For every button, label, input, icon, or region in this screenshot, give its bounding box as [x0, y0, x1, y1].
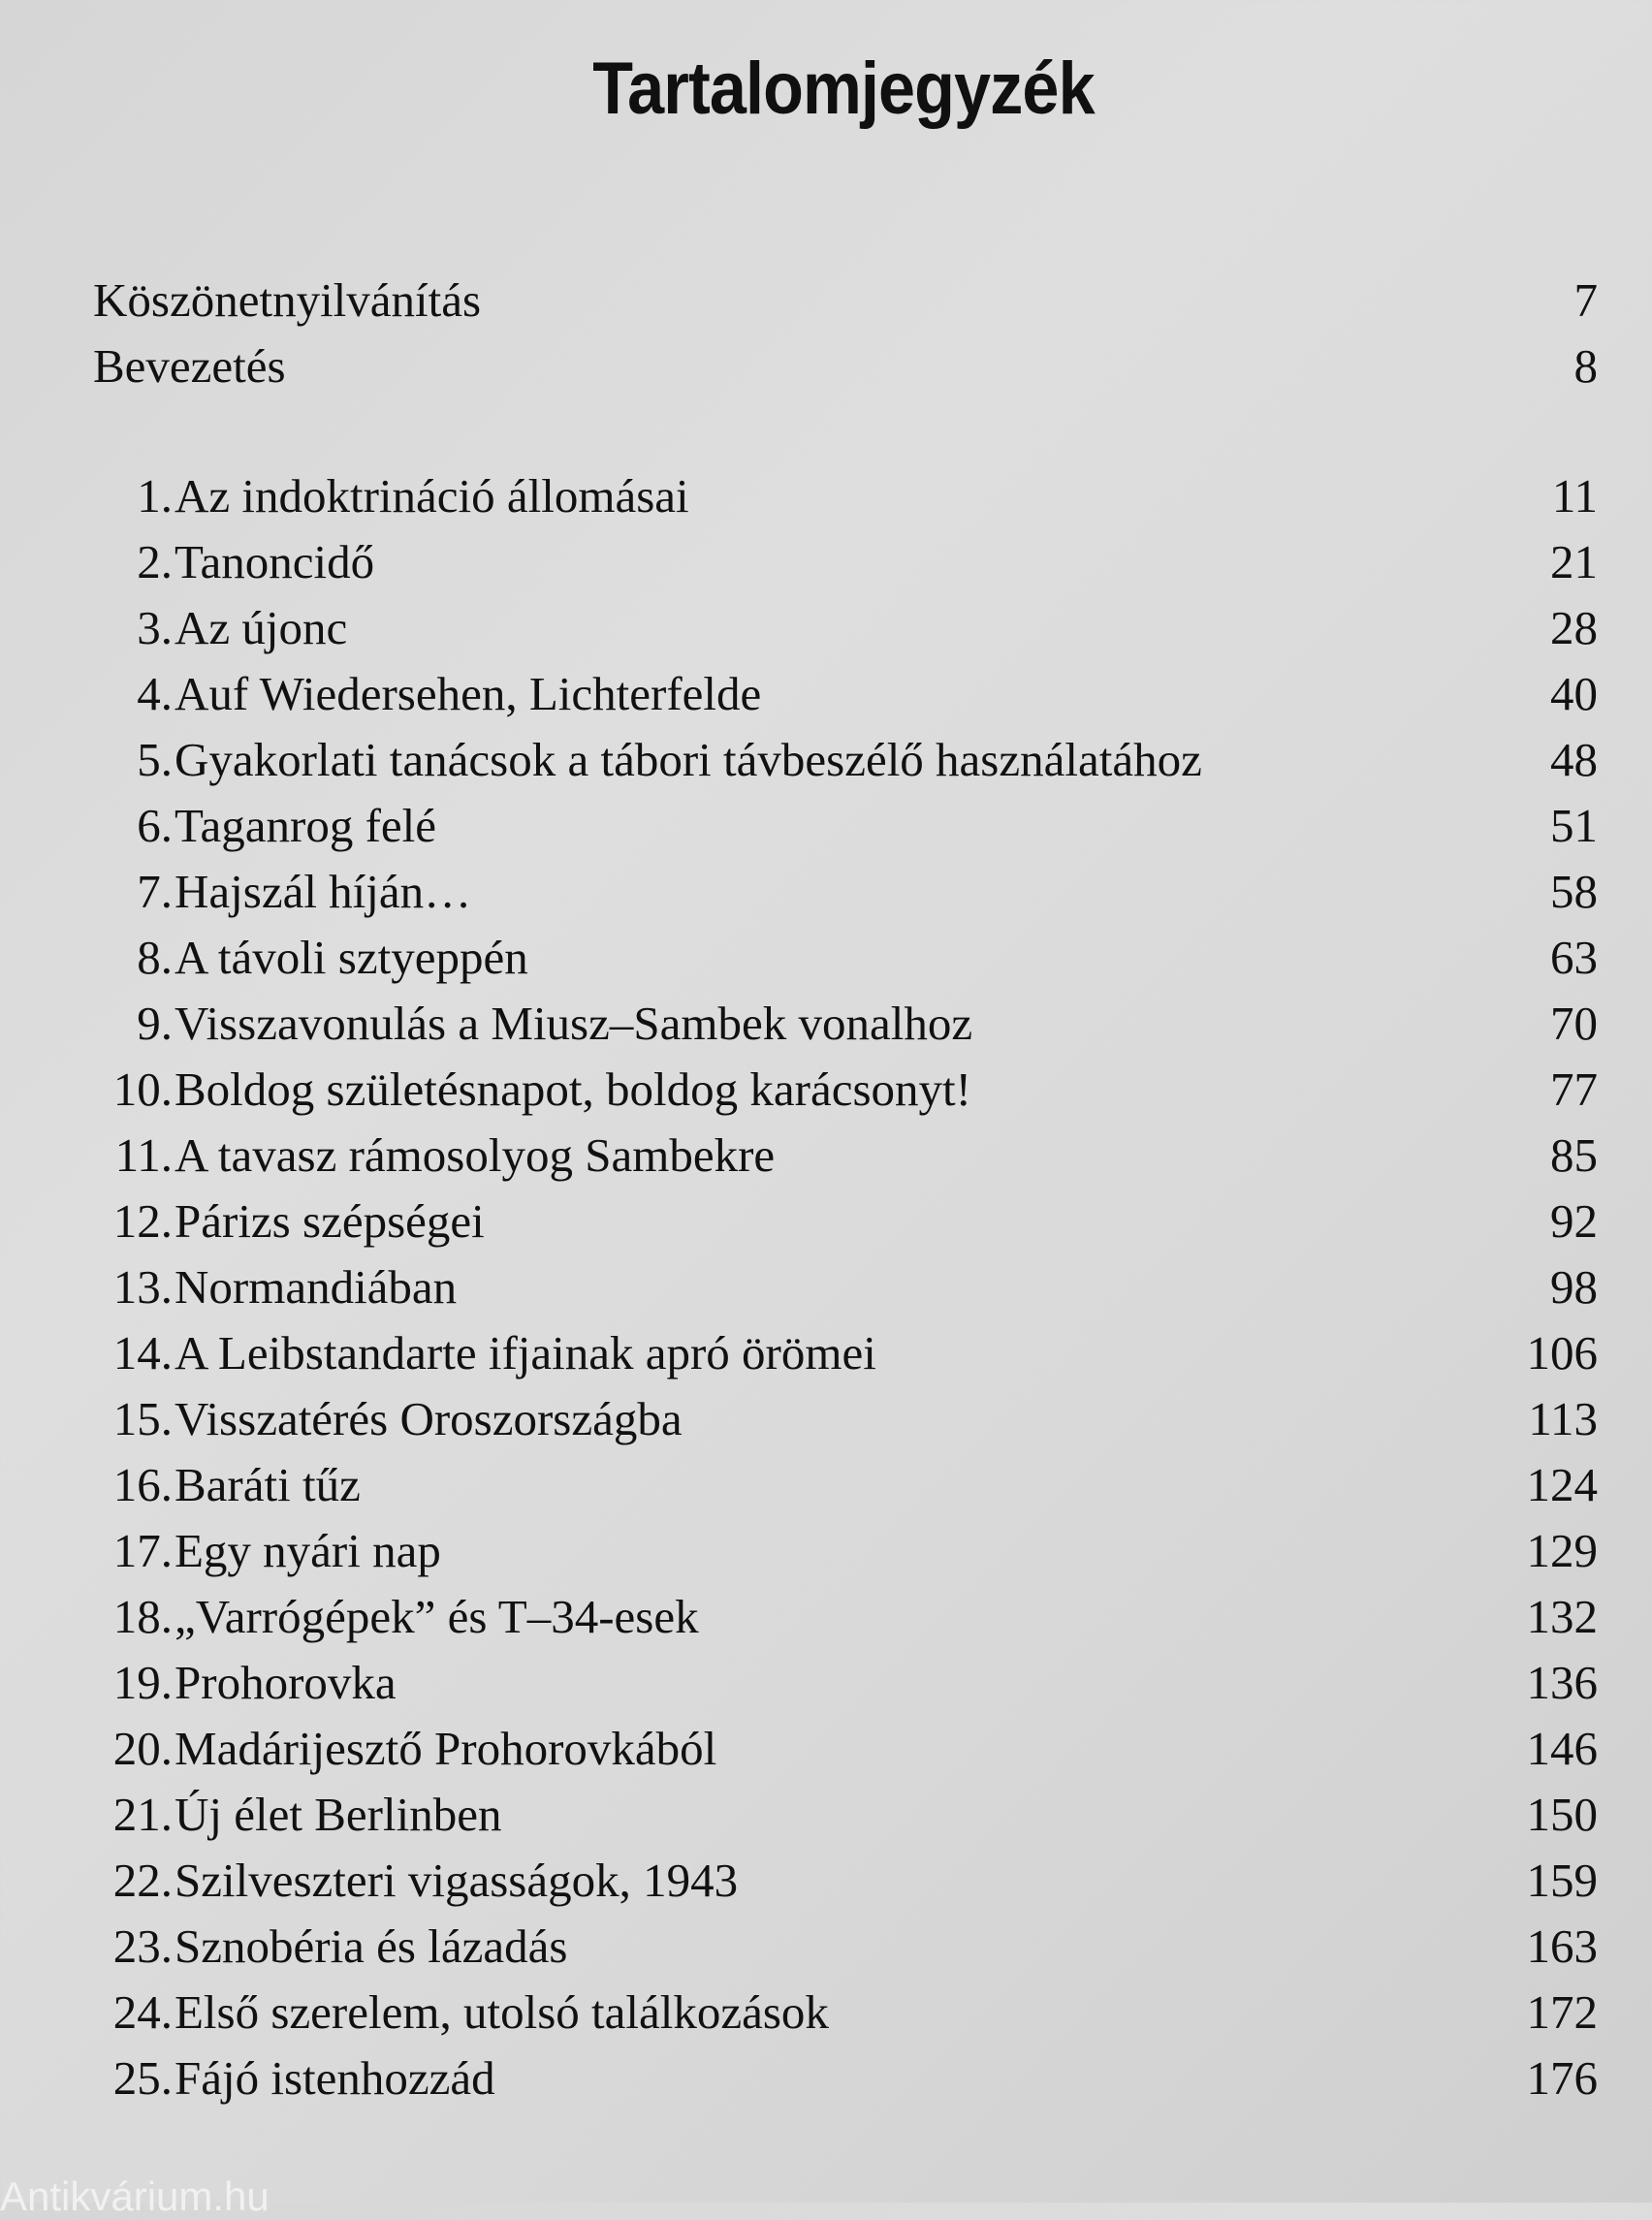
toc-chapter: [93, 1850, 1598, 1912]
chapter-title: Tanoncidő: [175, 535, 375, 588]
chapter-title: Párizs szépségei: [175, 1194, 485, 1248]
toc-chapter: [93, 1256, 1598, 1318]
chapter-title: Taganrog felé: [175, 799, 437, 852]
toc-chapter: [93, 861, 1598, 923]
chapter-number: 19.: [112, 1656, 173, 1709]
chapter-title: Auf Wiedersehen, Lichterfelde: [175, 667, 762, 720]
chapter-number: 7.: [137, 865, 173, 918]
toc-chapter: [93, 465, 1598, 527]
chapter-page: 159: [1526, 1854, 1598, 1907]
chapter-number: 14.: [112, 1326, 173, 1380]
chapter-number: 20.: [112, 1722, 173, 1775]
toc-chapter: [93, 531, 1598, 593]
toc-entry-page: 8: [1573, 339, 1598, 393]
toc-chapter: [93, 795, 1598, 857]
toc-chapter: [93, 1652, 1598, 1714]
chapter-number: 23.: [112, 1919, 173, 1973]
chapter-number: 16.: [112, 1458, 173, 1511]
toc-chapter: [93, 1190, 1598, 1253]
chapter-title: Normandiában: [175, 1260, 458, 1314]
chapter-page: 58: [1550, 865, 1598, 918]
chapter-title: Új élet Berlinben: [175, 1788, 502, 1841]
chapter-title: Hajszál híján…: [175, 865, 472, 918]
chapter-title: Baráti tűz: [175, 1458, 361, 1511]
toc-chapter: [93, 1388, 1598, 1450]
chapter-page: 28: [1550, 601, 1598, 654]
chapter-page: 70: [1550, 997, 1598, 1050]
chapter-page: 129: [1526, 1524, 1598, 1577]
chapter-page: 150: [1526, 1788, 1598, 1841]
chapter-page: 163: [1526, 1919, 1598, 1973]
chapter-title: Boldog születésnapot, boldog karácsonyt!: [175, 1062, 971, 1116]
chapter-page: 113: [1528, 1392, 1598, 1445]
chapter-title: Madárijesztő Prohorovkából: [175, 1722, 717, 1775]
toc-chapter: [93, 1586, 1598, 1648]
chapter-title: Az újonc: [175, 601, 348, 654]
toc-chapter: [93, 1059, 1598, 1121]
chapter-page: 146: [1526, 1722, 1598, 1775]
chapter-number: 21.: [112, 1788, 173, 1841]
chapter-page: 136: [1526, 1656, 1598, 1709]
toc-chapter: [93, 1982, 1598, 2044]
toc-entry: [93, 335, 1598, 397]
chapter-number: 9.: [137, 997, 173, 1050]
chapter-title: Az indoktrináció állomásai: [175, 469, 689, 523]
chapter-title: Szilveszteri vigasságok, 1943: [175, 1854, 739, 1907]
chapter-number: 10.: [112, 1062, 173, 1116]
toc-entry-page: 7: [1573, 273, 1598, 327]
chapter-page: 85: [1550, 1128, 1598, 1182]
chapter-number: 8.: [137, 931, 173, 984]
chapter-number: 12.: [112, 1194, 173, 1248]
chapter-number: 25.: [112, 2051, 173, 2105]
chapter-page: 124: [1526, 1458, 1598, 1511]
chapter-number: 24.: [112, 1985, 173, 2039]
chapter-number: 6.: [137, 799, 173, 852]
toc-chapter: [93, 729, 1598, 791]
toc-chapter: [93, 1916, 1598, 1978]
chapter-title: Gyakorlati tanácsok a tábori távbeszélő használatához: [175, 733, 1202, 786]
toc-entry: [93, 270, 1598, 332]
chapter-page: 11: [1551, 469, 1598, 523]
chapter-title: A távoli sztyeppén: [175, 931, 528, 984]
chapter-page: 40: [1550, 667, 1598, 720]
toc-chapter: [93, 663, 1598, 725]
chapter-number: 22.: [112, 1854, 173, 1907]
chapter-page: 98: [1550, 1260, 1598, 1314]
chapter-title: Egy nyári nap: [175, 1524, 441, 1577]
chapter-title: Prohorovka: [175, 1656, 397, 1709]
toc-entry-label: Bevezetés: [93, 339, 286, 393]
toc-chapter: [93, 1322, 1598, 1384]
chapter-number: 5.: [137, 733, 173, 786]
chapter-title: Első szerelem, utolsó találkozások: [175, 1985, 829, 2039]
toc-chapter: [93, 1125, 1598, 1187]
chapter-page: 176: [1526, 2051, 1598, 2105]
chapter-page: 172: [1526, 1985, 1598, 2039]
chapter-number: 17.: [112, 1524, 173, 1577]
chapter-page: 21: [1550, 535, 1598, 588]
chapter-title: „Varrógépek” és T–34-esek: [175, 1590, 699, 1643]
chapter-number: 15.: [112, 1392, 173, 1445]
chapter-title: Visszatérés Oroszországba: [175, 1392, 683, 1445]
toc-chapter: [93, 927, 1598, 989]
chapter-number: 3.: [137, 601, 173, 654]
chapter-title: A Leibstandarte ifjainak apró örömei: [175, 1326, 876, 1380]
toc-entry-label: Köszönetnyilvánítás: [93, 273, 482, 327]
toc-chapter: [93, 1520, 1598, 1582]
watermark: Antikvárium.hu: [0, 2173, 270, 2219]
chapter-page: 132: [1526, 1590, 1598, 1643]
toc-chapter: [93, 1454, 1598, 1516]
chapter-number: 13.: [112, 1260, 173, 1314]
chapter-title: Sznobéria és lázadás: [175, 1919, 568, 1973]
chapter-number: 18.: [112, 1590, 173, 1643]
chapter-number: 4.: [137, 667, 173, 720]
toc-chapter: [93, 597, 1598, 659]
chapter-title: Visszavonulás a Miusz–Sambek vonalhoz: [175, 997, 973, 1050]
chapter-page: 63: [1550, 931, 1598, 984]
chapter-page: 48: [1550, 733, 1598, 786]
chapter-number: 2.: [137, 535, 173, 588]
chapter-title: Fájó istenhozzád: [175, 2051, 495, 2105]
toc-chapter: [93, 1718, 1598, 1780]
toc-chapter: [93, 993, 1598, 1055]
chapter-page: 77: [1550, 1062, 1598, 1116]
chapter-page: 51: [1550, 799, 1598, 852]
toc-chapter: [93, 2047, 1598, 2109]
page-title: Tartalomjegyzék: [592, 48, 1095, 130]
chapter-number: 1.: [137, 469, 173, 523]
chapter-page: 92: [1550, 1194, 1598, 1248]
chapter-number: 11.: [114, 1128, 173, 1182]
chapter-page: 106: [1526, 1326, 1598, 1380]
toc-chapter: [93, 1784, 1598, 1846]
chapter-title: A tavasz rámosolyog Sambekre: [175, 1128, 776, 1182]
